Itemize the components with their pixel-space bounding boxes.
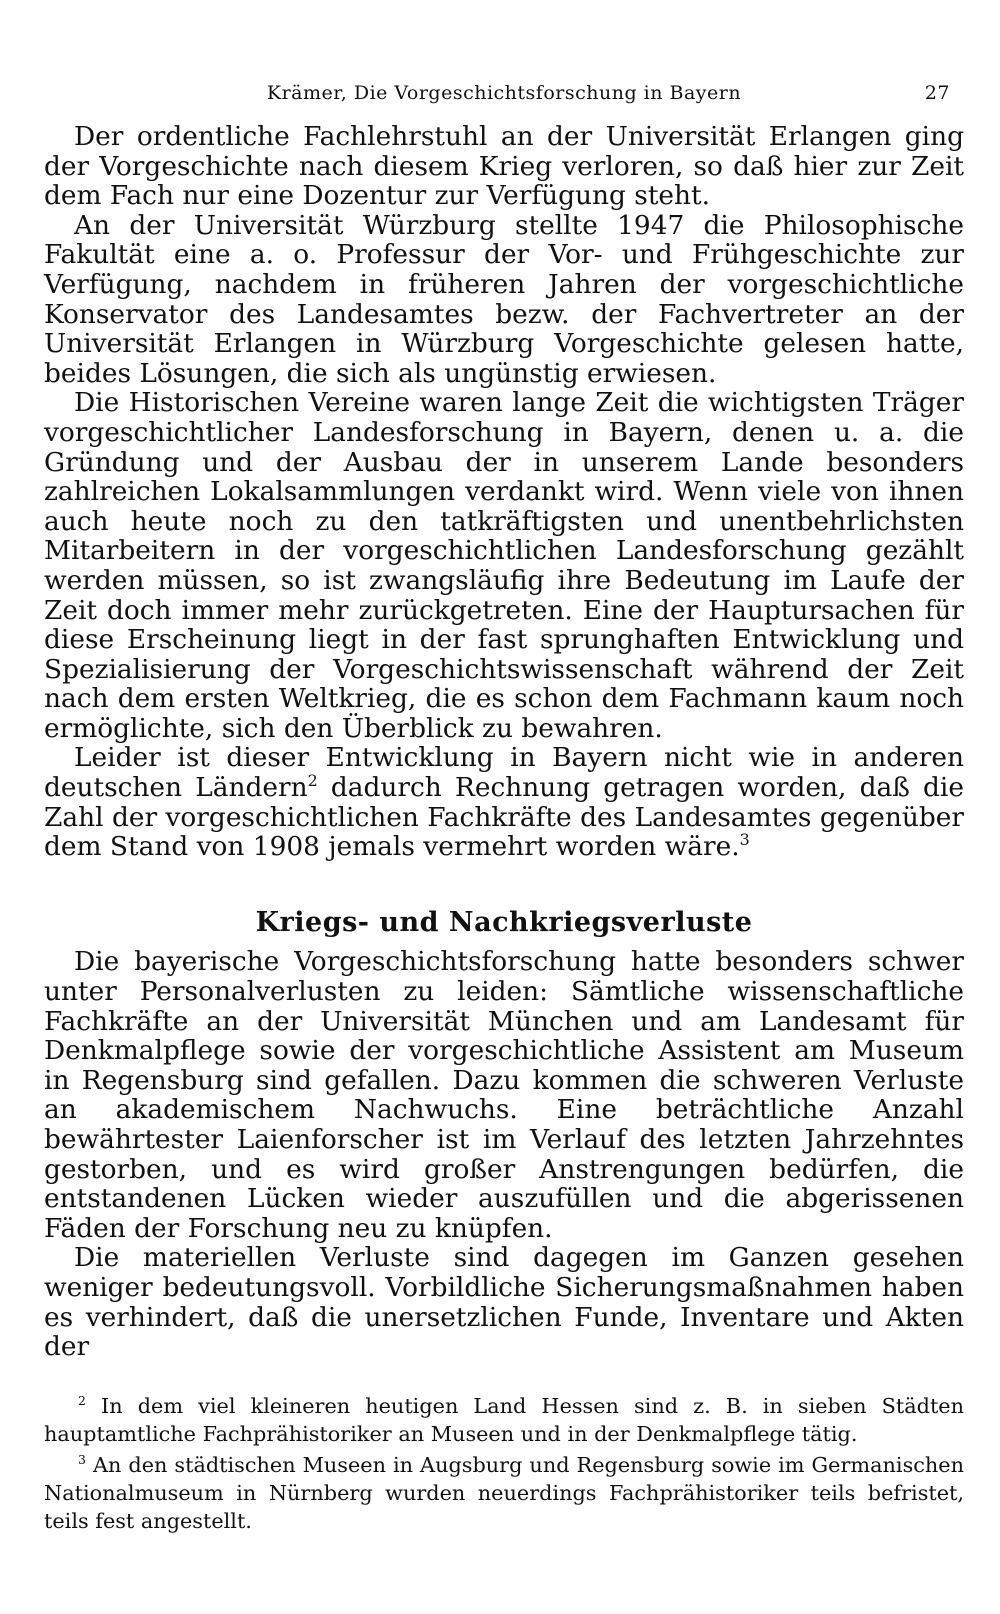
paragraph	[44, 743, 964, 861]
footnote-marker: 2	[78, 1392, 86, 1408]
running-head	[44, 70, 964, 114]
footnote	[44, 1392, 964, 1449]
section-heading: Kriegs- und Nachkriegsverluste	[255, 906, 753, 938]
footnotes	[44, 1392, 964, 1536]
paragraph: Die materiellen Verluste sind dagegen im Ganzen gesehen weniger bedeutungsvoll. Vorbildliche Sicherungsmaßnahmen haben es verhindert, daß die unersetzlichen Funde, Inventare und Akten der	[44, 1242, 964, 1363]
footnote-reference: 2	[307, 771, 318, 791]
footnote	[44, 1451, 964, 1536]
paragraph-text: Leider ist dieser Entwicklung in Bayern nicht wie in anderen deutschen Ländern	[44, 742, 964, 804]
paragraph: Der ordentliche Fachlehrstuhl an der Universität Erlangen ging der Vorgeschichte nach diesem Krieg verloren, so daß hier zur Zeit dem Fach nur eine Dozentur zur Verfügung steht.	[44, 121, 964, 212]
body-text	[44, 122, 964, 1362]
paragraph: An der Universität Würzburg stellte 1947 die Philosophische Fakultät eine a. o. Professur der Vor- und Frühgeschichte zur Verfügung, nachdem in früheren Jahren der vorgeschichtliche Konservator des Landesamtes bezw. der Fachvertreter an der Universität Erlangen in Würzburg Vorgeschichte gelesen hatte, beides Lösungen, die sich als ungünstig erwiesen.	[44, 209, 964, 389]
paragraph: Die Historischen Vereine waren lange Zeit die wichtigsten Träger vorgeschichtlicher Landesforschung in Bayern, denen u. a. die Gründung und der Ausbau der in unserem Lande besonders zahlreichen Lokalsammlungen verdankt wird. Wenn viele von ihnen auch heute noch zu den tatkräftigsten und unentbehrlichsten Mitarbeitern in der vorgeschichtlichen Landesforschung gezählt werden müssen, so ist zwangsläufig ihre Bedeutung im Laufe der Zeit doch immer mehr zurückgetreten. Eine der Hauptursachen für diese Erscheinung liegt in der fast sprunghaften Entwicklung und Spezialisierung der Vorgeschichtswissenschaft während der Zeit nach dem ersten Weltkrieg, die es schon dem Fachmann kaum noch ermöglichte, sich den Überblick zu bewahren.	[44, 387, 964, 744]
footnote-reference: 3	[739, 830, 750, 850]
book-page	[44, 70, 964, 1580]
running-title: Krämer, Die Vorgeschichtsforschung in Bayern	[266, 82, 742, 104]
paragraph: Die bayerische Vorgeschichtsforschung hatte besonders schwer unter Personalverlusten zu leiden: Sämtliche wissenschaftliche Fachkräfte an der Universität München und am Landesamt für Denkmalpflege sowie der vorgeschichtliche Assistent am Museum in Regensburg sind gefallen. Dazu kommen die schweren Verluste an akademischem Nachwuchs. Eine beträchtliche Anzahl bewährtester Laienforscher ist im Verlauf des letzten Jahrzehntes gestorben, und es wird großer Anstrengungen bedürfen, die entstandenen Lücken wieder auszufüllen und die abgerissenen Fäden der Forschung neu zu knüpfen.	[44, 946, 964, 1244]
footnote-text: An den städtischen Museen in Augsburg und Regensburg sowie im Germanischen Nationalmuseum in Nürnberg wurden neuerdings Fachprähistoriker teils befristet, teils fest angestellt.	[44, 1452, 964, 1534]
footnote-text: In dem viel kleineren heutigen Land Hessen sind z. B. in sieben Städten hauptamtliche Fachprähistoriker an Museen und in der Denkmalpflege tätig.	[44, 1393, 964, 1447]
page-number: 27	[924, 82, 950, 104]
paragraph-text: dadurch Rechnung getragen worden, daß die Zahl der vorgeschichtlichen Fachkräfte des Landesamtes gegenüber dem Stand von 1908 jemals vermehrt worden wäre.	[44, 772, 964, 863]
footnote-marker: 3	[78, 1451, 86, 1467]
